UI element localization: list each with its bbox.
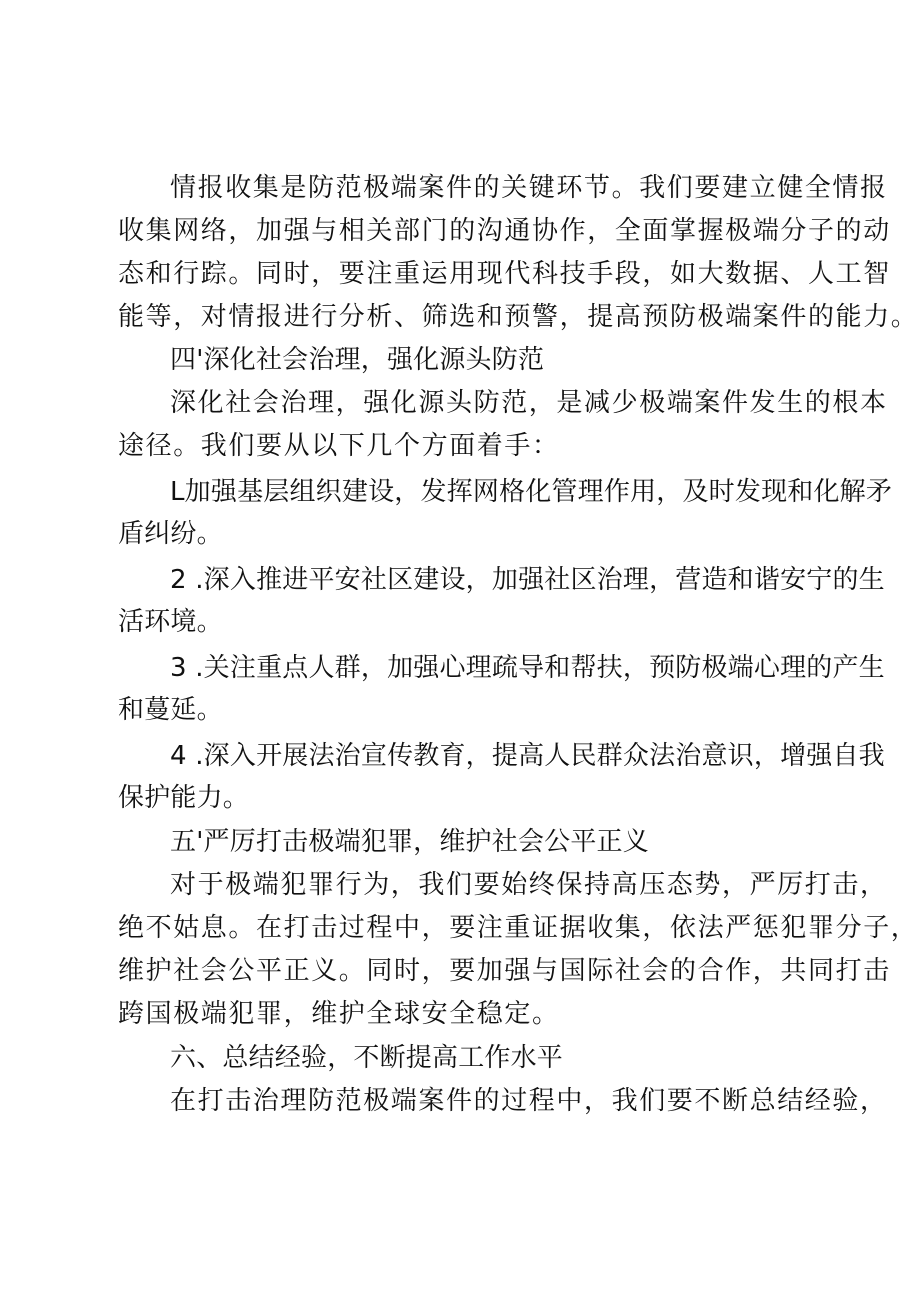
section-heading: 六、总结经验，不断提高工作水平 <box>170 1043 564 1073</box>
section-heading: 五'严厉打击极端犯罪，维护社会公平正义 <box>170 827 649 857</box>
list-item: 2 .深入推进平安社区建设，加强社区治理，营造和谐安宁的生 <box>170 565 885 595</box>
paragraph-line: 态和行踪。同时，要注重运用现代科技手段，如大数据、人工智 <box>118 259 891 289</box>
list-item: 3 .关注重点人群，加强心理疏导和帮扶，预防极端心理的产生 <box>170 653 885 683</box>
list-item: 和蔓延。 <box>118 695 223 725</box>
paragraph-line: 跨国极端犯罪，维护全球安全稳定。 <box>118 999 560 1029</box>
paragraph-line: 在打击治理防范极端案件的过程中，我们要不断总结经验， <box>170 1086 888 1116</box>
list-item: 4 .深入开展法治宣传教育，提高人民群众法治意识，增强自我 <box>170 741 885 771</box>
paragraph-line: 途径。我们要从以下几个方面着手： <box>118 431 560 461</box>
list-item: 保护能力。 <box>118 783 250 813</box>
paragraph-line: 绝不姑息。在打击过程中，要注重证据收集，依法严惩犯罪分子， <box>118 913 919 943</box>
paragraph-line: 能等，对情报进行分析、筛选和预警，提高预防极端案件的能力。 <box>118 302 919 332</box>
paragraph-line: 维护社会公平正义。同时，要加强与国际社会的合作，共同打击 <box>118 956 891 986</box>
paragraph-line: 收集网络，加强与相关部门的沟通协作，全面掌握极端分子的动 <box>118 216 891 246</box>
list-item: 活环境。 <box>118 607 223 637</box>
paragraph-line: 情报收集是防范极端案件的关键环节。我们要建立健全情报 <box>170 173 888 203</box>
section-heading: 四'深化社会治理，强化源头防范 <box>170 345 545 375</box>
paragraph-line: 对于极端犯罪行为，我们要始终保持高压态势，严厉打击， <box>170 870 888 900</box>
list-item: L加强基层组织建设，发挥网格化管理作用，及时发现和化解矛 <box>170 477 893 507</box>
paragraph-line: 深化社会治理，强化源头防范，是减少极端案件发生的根本 <box>170 388 888 418</box>
list-item: 盾纠纷。 <box>118 519 223 549</box>
